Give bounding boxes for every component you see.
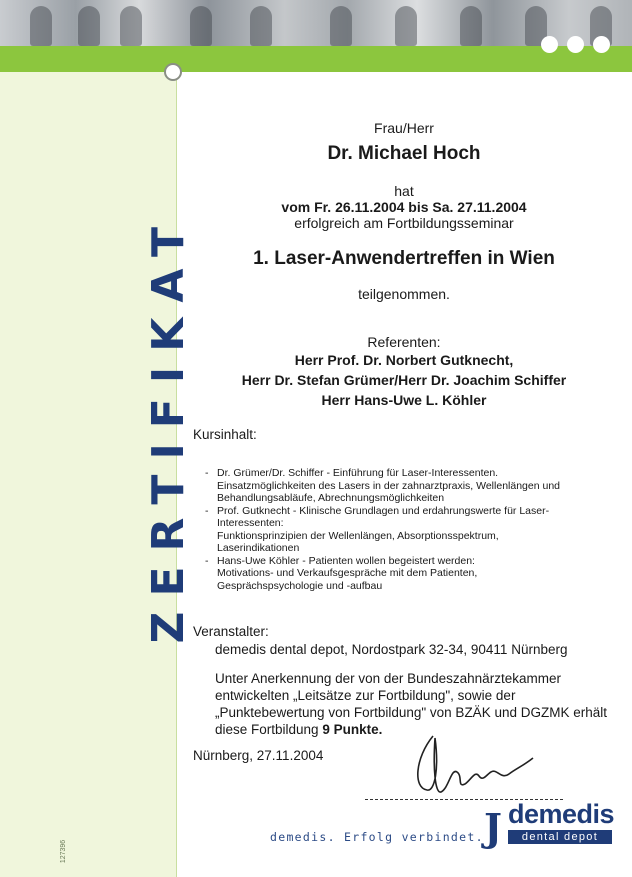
date-range: vom Fr. 26.11.2004 bis Sa. 27.11.2004 <box>281 199 527 215</box>
organizer-address: demedis dental depot, Nordostpark 32-34, 90411 Nürnberg <box>215 642 568 657</box>
side-code: 127396 <box>60 839 68 864</box>
header-green-bar <box>0 46 632 72</box>
speaker-2: Herr Dr. Stefan Grümer/Herr Dr. Joachim Schiffer <box>241 372 567 388</box>
logo-mark-icon: J <box>484 805 502 850</box>
course-content-list <box>205 467 605 592</box>
course-content-label: Kursinhalt: <box>193 427 257 442</box>
recognition-text: Unter Anerkennung der von der Bundeszahnärztekammer entwickelten „Leitsätze zur Fortbildung", sowie der „Punktebewertung von Fortbildung" von BZÄK und DGZMK erhält diese Fortbildung 9 Punkte. <box>215 671 607 737</box>
slogan: demedis. Erfolg verbindet. <box>270 830 484 844</box>
list-item: - Prof. Gutknecht - Klinische Grundlagen und erdahrungswerte für Laser- Interessenten: Funktionsprinzipien der Wellenlängen, Absorptionsspektrum, Laserindikationen <box>205 505 605 555</box>
recipient-name: Dr. Michael Hoch <box>327 143 481 164</box>
points-value: 9 Punkte. <box>322 722 383 737</box>
place-date: Nürnberg, 27.11.2004 <box>193 748 324 763</box>
header-photo-strip <box>0 0 632 46</box>
speaker-1: Herr Prof. Dr. Norbert Gutknecht, <box>294 352 514 368</box>
salutation: Frau/Herr <box>374 120 434 136</box>
successful-line: erfolgreich am Fortbildungsseminar <box>294 215 514 231</box>
speaker-3: Herr Hans-Uwe L. Köhler <box>321 392 487 408</box>
ring-icon <box>164 63 182 81</box>
participated-text: teilgenommen. <box>358 286 450 302</box>
demedis-logo: J demedis dental depot <box>484 799 615 850</box>
header-dots <box>541 36 610 53</box>
speakers-label: Referenten: <box>367 334 441 350</box>
certificate-vertical-title: ZERTIFIKAT <box>143 212 194 644</box>
organizer-label: Veranstalter: <box>193 624 269 639</box>
course-title: 1. Laser-Anwendertreffen in Wien <box>253 248 555 269</box>
list-item: - Hans-Uwe Köhler - Patienten wollen begeistert werden: Motivations- und Verkaufsgespräche mit dem Patienten, Gesprächspsychologie und -aufbau <box>205 555 605 593</box>
hat-text: hat <box>394 183 414 199</box>
list-item: - Dr. Grümer/Dr. Schiffer - Einführung für Laser-Interessenten. Einsatzmöglichkeiten des Lasers in der zahnarztpraxis, Wellenlängen und Behandlungsabläufe, Abrechnungsmöglichkeiten <box>205 467 605 505</box>
signature-icon <box>405 728 555 808</box>
